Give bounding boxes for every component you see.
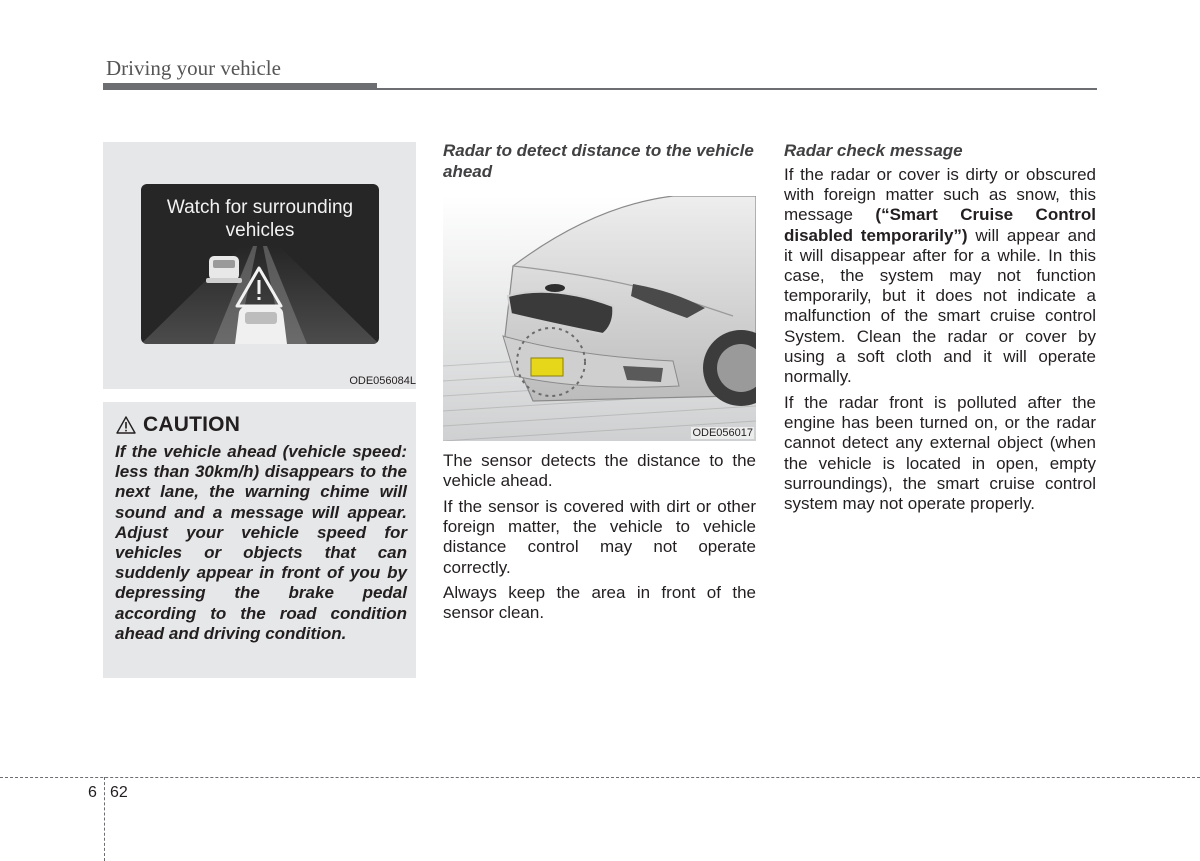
figure-code: ODE056017 [692,427,753,439]
caution-box [103,402,416,678]
header-title: Driving your vehicle [106,56,281,80]
footer-vertical-rule [104,777,105,861]
cluster-display-screen [141,184,379,344]
check-paragraph-1-text: If the radar or cover is dirty or obscured with foreign matter such as snow, this message [784,165,1096,225]
header-rule-thin [377,88,1097,90]
page-number: 62 [110,784,128,801]
check-section-title: Radar check message [784,141,963,160]
vehicle-front-illustration [443,196,756,441]
caution-triangle-icon [115,415,137,435]
check-paragraph-2: If the radar front is polluted after the engine has been turned on, or the radar cannot detect any external object (when the vehicle is located in open, empty surroundings), the smart cruise control system may not operate properly. [784,393,1096,514]
figure-code: ODE056084L [349,375,416,387]
radar-location-figure [443,196,756,441]
caution-header [115,412,240,438]
check-paragraph-1-text-cont: will appear and it will disappear after for a while. In this case, the system may not function temporarily, but it does not indicate a malfunction of the smart cruise control System. Clean the radar or cover by using a soft cloth and it will operate normally. [784,225,1097,387]
header-rule-thick [103,83,377,90]
display-message-line-2: vehicles [225,220,295,241]
radar-paragraph-3: Always keep the area in front of the sensor clean. [443,583,756,623]
chapter-number: 6 [88,784,97,801]
check-message-name: (“Smart Cruise Control disabled temporarily”) [784,205,1096,245]
display-message [141,196,379,242]
footer-rule [0,777,1200,778]
display-message-line-1: Watch for surrounding [166,197,354,218]
check-paragraph-1 [784,165,1096,387]
cluster-display-figure [103,142,416,389]
radar-paragraph-1: The sensor detects the distance to the vehicle ahead. [443,451,756,491]
radar-section-title: Radar to detect distance to the vehicle ahead [443,141,754,181]
caution-text: If the vehicle ahead (vehicle speed: less than 30km/h) disappears to the next lane, the warning chime will sound and a message will appear. Adjust your vehicle speed for vehicles or objects that can suddenly appear in front of you by depressing the brake pedal according to the road condition ahead and driving condition. [115,442,407,643]
radar-paragraph-2: If the sensor is covered with dirt or other foreign matter, the vehicle to vehicle distance control may not operate correctly. [443,497,756,577]
vehicle-ahead-icon [206,256,242,283]
caution-title: CAUTION [143,413,241,436]
own-vehicle-icon [235,306,287,344]
